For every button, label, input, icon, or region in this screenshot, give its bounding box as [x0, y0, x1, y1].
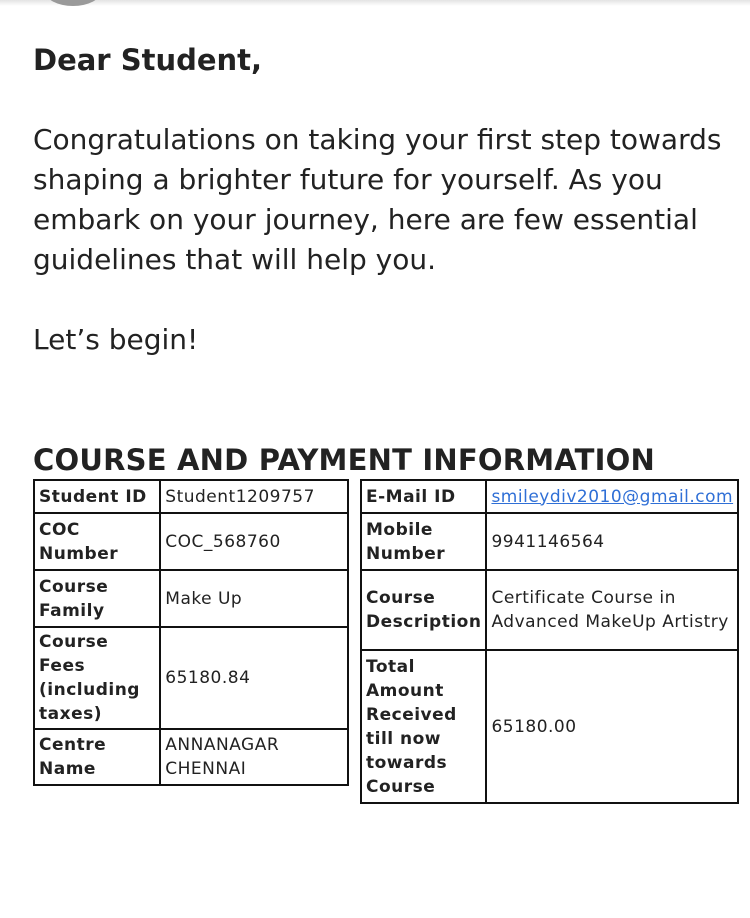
section-title: COURSE AND PAYMENT INFORMATION [33, 443, 655, 477]
table-row [34, 627, 348, 729]
email-cell [486, 480, 738, 513]
table-row [34, 513, 348, 570]
email-label: E-Mail ID [361, 480, 486, 513]
centre-name-value: ANNANAGAR CHENNAI [160, 729, 348, 785]
course-description-label: Course Description [361, 570, 486, 650]
total-amount-value: 65180.00 [486, 650, 738, 803]
centre-name-label: Centre Name [34, 729, 160, 785]
course-info-table [33, 479, 349, 786]
course-family-label: Course Family [34, 570, 160, 627]
mobile-number-label: Mobile Number [361, 513, 486, 570]
intro-paragraph: Congratulations on taking your first step towards shaping a brighter future for yourself. As you embark on your journey, here are few essential guidelines that will help you. [33, 123, 722, 276]
payment-info-table [360, 479, 739, 804]
table-row [361, 480, 738, 513]
top-bar [0, 0, 750, 6]
course-family-value: Make Up [160, 570, 348, 627]
student-id-value: Student1209757 [160, 480, 348, 513]
table-row [34, 570, 348, 627]
table-row [361, 570, 738, 650]
greeting: Dear Student, [33, 43, 263, 77]
table-row [361, 650, 738, 803]
coc-number-label: COC Number [34, 513, 160, 570]
mobile-number-value: 9941146564 [486, 513, 738, 570]
begin-text: Let’s begin! [33, 323, 199, 356]
email-link[interactable]: smileydiv2010@gmail.com [491, 486, 734, 507]
table-row [361, 513, 738, 570]
student-id-label: Student ID [34, 480, 160, 513]
course-description-value: Certificate Course in Advanced MakeUp Artistry [486, 570, 738, 650]
coc-number-value: COC_568760 [160, 513, 348, 570]
table-row [34, 480, 348, 513]
course-fees-value: 65180.84 [160, 627, 348, 729]
total-amount-label: Total Amount Received till now towards Course [361, 650, 486, 803]
table-row [34, 729, 348, 785]
course-fees-label: Course Fees (including taxes) [34, 627, 160, 729]
